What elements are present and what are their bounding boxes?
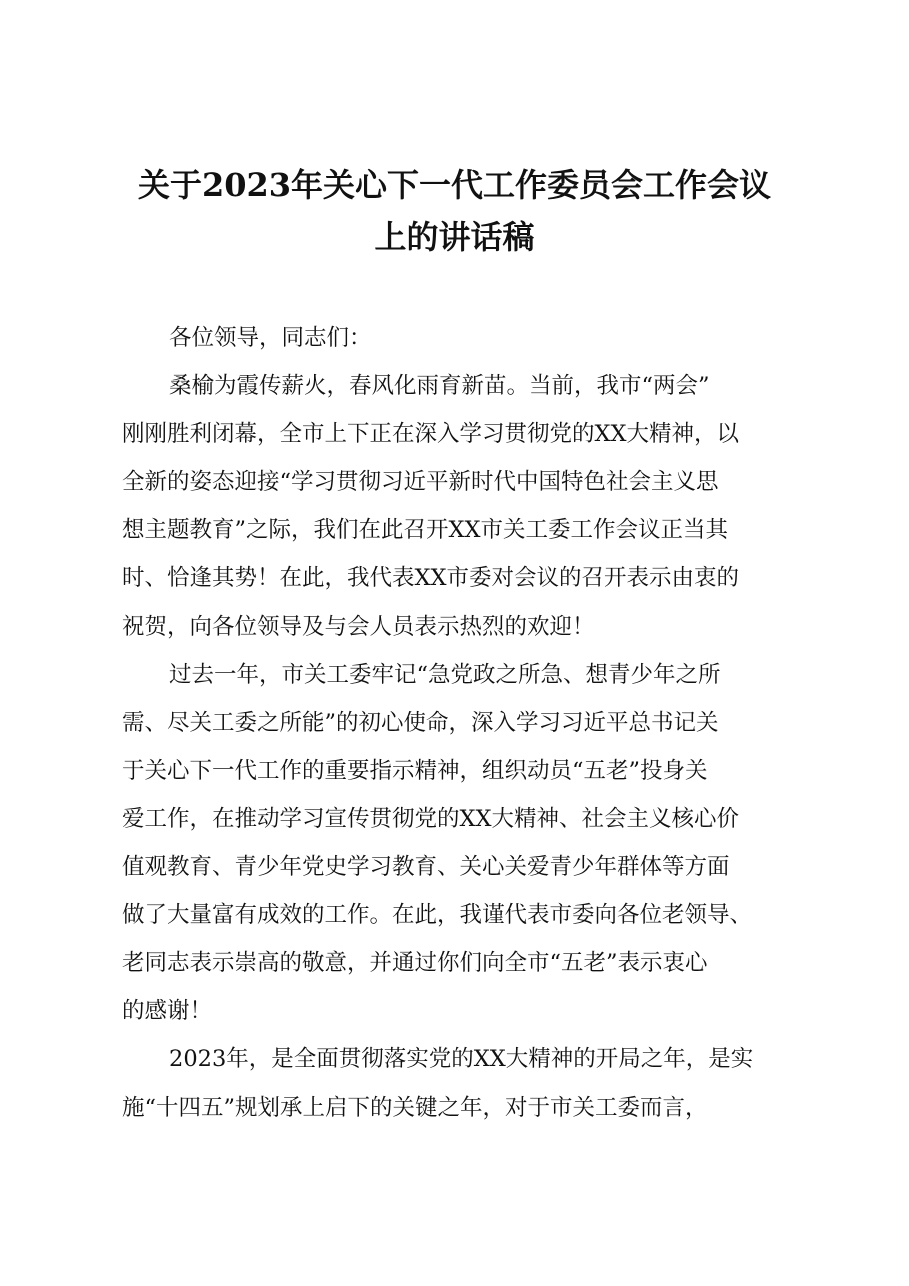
paragraph-line: 爱工作，在推动学习宣传贯彻党的XX大精神、社会主义核心价 [122,805,740,832]
paragraph-line: 于关心下一代工作的重要指示精神，组织动员“五老”投身关 [122,757,708,784]
greeting-paragraph [122,314,812,362]
paragraph-1 [122,362,812,651]
paragraph-3 [122,1035,812,1131]
paragraph-line: 2023年，是全面贯彻落实党的XX大精神的开局之年，是实 [169,1046,754,1073]
paragraph-line: 需、尽关工委之所能”的初心使命，深入学习习近平总书记关 [122,709,719,736]
paragraph-line: 时、恰逢其势！在此，我代表XX市委对会议的召开表示由衷的 [122,565,740,592]
paragraph-line: 桑榆为霞传薪火，春风化雨育新苗。当前，我市“两会” [169,373,710,400]
paragraph-line: 祝贺，向各位领导及与会人员表示热烈的欢迎！ [122,613,595,640]
paragraph-line: 全新的姿态迎接“学习贯彻习近平新时代中国特色社会主义思 [122,469,719,496]
greeting-line: 各位领导，同志们： [169,325,372,351]
document-title-line-1: 关于2023年关心下一代工作委员会工作会议 [137,166,772,204]
paragraph-line: 做了大量富有成效的工作。在此，我谨代表市委向各位老领导、 [122,902,753,929]
paragraph-line: 过去一年，市关工委牢记“急党政之所急、想青少年之所 [169,661,721,688]
paragraph-line: 的感谢！ [122,998,213,1025]
paragraph-line: 施“十四五”规划承上启下的关键之年，对于市关工委而言， [122,1094,708,1121]
document-title-line-2: 上的讲话稿 [374,218,535,256]
document-body [122,314,812,1132]
paragraph-line: 老同志表示崇高的敬意，并通过你们向全市“五老”表示衷心 [122,950,708,977]
paragraph-line: 刚刚胜利闭幕，全市上下正在深入学习贯彻党的XX大精神，以 [122,421,740,448]
paragraph-2 [122,651,812,1036]
paragraph-line: 想主题教育”之际，我们在此召开XX市关工委工作会议正当其 [122,517,729,544]
paragraph-line: 值观教育、青少年党史学习教育、关心关爱青少年群体等方面 [122,854,730,881]
